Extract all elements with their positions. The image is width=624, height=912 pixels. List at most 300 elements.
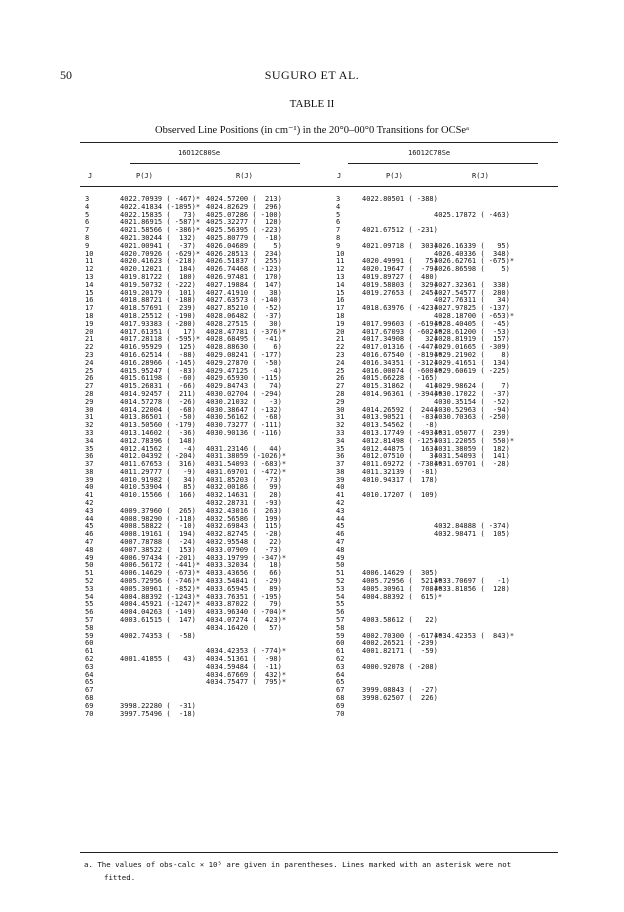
cell-p-right: 4015.66228 ( -165) [362, 374, 438, 383]
cell-j-right: 7 [336, 226, 341, 235]
cell-j-left: 44 [85, 514, 94, 523]
cell-p-right: 4012.81498 ( -125) [362, 436, 438, 445]
cell-j-left: 32 [85, 421, 94, 430]
cell-j-right: 34 [336, 436, 345, 445]
cell-r-left: 4026.74468 ( -123) [206, 265, 282, 274]
table-row [82, 711, 560, 719]
cell-r-left: 4034.59484 ( -11) [206, 662, 282, 671]
table-row [82, 640, 560, 648]
cell-p-left: 4015.26831 ( -66) [120, 382, 196, 391]
cell-p-left: 4010.53904 ( 85) [120, 483, 196, 492]
table-row [82, 664, 560, 672]
cell-p-left: 4008.98290 ( -118) [120, 514, 196, 523]
header-rule [80, 186, 558, 187]
cell-p-left: 4018.57691 ( 239) [120, 304, 196, 313]
cell-j-right: 26 [336, 374, 345, 383]
cell-j-left: 49 [85, 553, 94, 562]
cell-r-right: 4029.21902 ( 8) [434, 350, 510, 359]
cell-j-right: 37 [336, 460, 345, 469]
cell-r-left: 4027.19884 ( 147) [206, 280, 282, 289]
cell-p-left: 4009.37960 ( 265) [120, 506, 196, 515]
cell-p-left: 4021.86915 ( -587)* [120, 218, 201, 227]
cell-r-right: 4028.18700 ( -653)* [434, 311, 515, 320]
cell-j-left: 43 [85, 506, 94, 515]
cell-j-right: 9 [336, 241, 341, 250]
cell-r-left: 4034.16420 ( 57) [206, 623, 282, 632]
cell-p-left: 4015.95247 ( -83) [120, 366, 196, 375]
cell-p-left: 4005.72956 ( -746)* [120, 577, 201, 586]
cell-r-left: 4025.07286 ( -100) [206, 210, 282, 219]
cell-r-left: 4024.57200 ( 213) [206, 195, 282, 203]
cell-p-left: 4013.14602 ( -36) [120, 428, 196, 437]
cell-j-right: 24 [336, 358, 345, 367]
cell-p-right: 4016.00074 ( -600)* [362, 366, 443, 375]
cell-j-left: 62 [85, 655, 94, 664]
cell-j-left: 27 [85, 382, 94, 391]
cell-r-right: 4028.81919 ( 157) [434, 335, 510, 344]
cell-p-left: 4016.28966 ( -145) [120, 358, 196, 367]
cell-p-right: 4019.27653 ( 245) [362, 288, 438, 297]
cell-j-left: 15 [85, 288, 94, 297]
cell-r-right: 4026.16339 ( 95) [434, 241, 510, 250]
cell-j-left: 40 [85, 483, 94, 492]
cell-p-left: 4016.62514 ( -88) [120, 350, 196, 359]
cell-p-right: 4017.01316 ( -447) [362, 343, 438, 352]
cell-p-left: 4007.38522 ( 153) [120, 545, 196, 554]
cell-r-right: 4026.62761 ( -675)* [434, 257, 515, 266]
cell-r-left: 4033.76351 ( -195) [206, 592, 282, 601]
cell-j-left: 54 [85, 592, 94, 601]
cell-j-right: 70 [336, 709, 345, 718]
cell-j-left: 23 [85, 350, 94, 359]
cell-j-right: 61 [336, 647, 345, 656]
cell-j-left: 19 [85, 319, 94, 328]
cell-p-left: 4021.58566 ( -386)* [120, 226, 201, 235]
cell-j-right: 15 [336, 288, 345, 297]
cell-r-left: 4034.42353 ( -774)* [206, 647, 287, 656]
table-row [82, 656, 560, 664]
cell-j-left: 8 [85, 233, 90, 242]
top-rule [80, 142, 558, 143]
cell-r-right: 4030.17022 ( -37) [434, 389, 510, 398]
cell-j-right: 49 [336, 553, 345, 562]
cell-p-left: 4022.15835 ( 73) [120, 210, 196, 219]
cell-p-left: 4013.86501 ( -50) [120, 413, 196, 422]
cell-j-right: 45 [336, 522, 345, 531]
cell-j-right: 67 [336, 686, 345, 695]
cell-p-right: 4020.49991 ( 75) [362, 257, 438, 266]
cell-p-right: 4017.67093 ( -602)* [362, 327, 443, 336]
cell-p-left: 3997.75496 ( -18) [120, 709, 196, 718]
cell-j-left: 35 [85, 444, 94, 453]
cell-j-right: 16 [336, 296, 345, 305]
cell-r-right: 4032.84888 ( -374) [434, 522, 510, 531]
cell-r-left: 4026.28513 ( 234) [206, 249, 282, 258]
cell-r-left: 4030.90136 ( -116) [206, 428, 282, 437]
cell-r-left: 4033.19799 ( -347)* [206, 553, 287, 562]
cell-j-left: 18 [85, 311, 94, 320]
cell-r-left: 4031.69701 ( -472)* [206, 467, 287, 476]
cell-p-left: 4006.56172 ( -441)* [120, 561, 201, 570]
cell-p-left: 4004.04263 ( -149) [120, 608, 196, 617]
col-p-left: P(J) [136, 172, 153, 180]
cell-p-left: 3998.22280 ( -31) [120, 701, 196, 710]
cell-r-right: 4032.98471 ( 105) [434, 530, 510, 539]
cell-p-left: 4014.22004 ( -68) [120, 405, 196, 414]
cell-r-left: 4028.06482 ( -37) [206, 311, 282, 320]
cell-r-right: 4030.35154 ( -52) [434, 397, 510, 406]
table-row [82, 492, 560, 500]
cell-p-left: 4017.93383 ( -280) [120, 319, 196, 328]
cell-r-left: 4032.14631 ( 28) [206, 491, 282, 500]
cell-j-left: 37 [85, 460, 94, 469]
cell-j-right: 35 [336, 444, 345, 453]
cell-r-right: 4029.01665 ( -309) [434, 343, 510, 352]
cell-r-left: 4033.87022 ( 79) [206, 600, 282, 609]
cell-p-right: 4002.26521 ( -239) [362, 639, 438, 648]
cell-j-right: 46 [336, 530, 345, 539]
cell-p-right: 3998.62507 ( 226) [362, 694, 438, 702]
cell-j-right: 12 [336, 265, 345, 274]
cell-j-right: 63 [336, 662, 345, 671]
cell-p-right: 4014.26592 ( 244) [362, 405, 438, 414]
cell-j-right: 60 [336, 639, 345, 648]
cell-r-left: 4032.43016 ( 263) [206, 506, 282, 515]
cell-r-left: 4027.85210 ( -52) [206, 304, 282, 313]
cell-p-right: 4002.70300 ( -617)* [362, 631, 443, 640]
cell-r-right: 4034.42353 ( 843)* [434, 631, 515, 640]
cell-j-left: 47 [85, 538, 94, 547]
cell-r-right: 4033.81856 ( 128) [434, 584, 510, 593]
cell-r-left: 4034.75477 ( 795)* [206, 678, 287, 687]
cell-j-right: 5 [336, 210, 341, 219]
cell-j-left: 12 [85, 265, 94, 274]
cell-r-left: 4026.04689 ( 5) [206, 241, 282, 250]
cell-j-left: 64 [85, 670, 94, 679]
cell-j-right: 13 [336, 272, 345, 281]
cell-j-left: 65 [85, 678, 94, 687]
cell-p-right: 4005.72956 ( 521)* [362, 577, 443, 586]
cell-p-right: 4010.94317 ( 178) [362, 475, 438, 484]
cell-j-left: 69 [85, 701, 94, 710]
cell-j-left: 53 [85, 584, 94, 593]
cell-r-left: 4025.80779 ( -18) [206, 233, 282, 242]
cell-r-left: 4029.08241 ( -177) [206, 350, 282, 359]
cell-j-left: 39 [85, 475, 94, 484]
cell-j-right: 48 [336, 545, 345, 554]
footnote-line-1: a. The values of obs-calc × 10⁵ are given in parentheses. Lines marked with an asterisk were not [84, 860, 512, 869]
table-row [82, 617, 560, 625]
cell-r-left: 4033.32034 ( 18) [206, 561, 282, 570]
cell-r-left: 4030.02704 ( -294) [206, 389, 282, 398]
cell-j-left: 21 [85, 335, 94, 344]
cell-p-right: 4016.34351 ( -312) [362, 358, 438, 367]
cell-p-left: 4017.28118 ( -595)* [120, 335, 201, 344]
page-number: 50 [60, 68, 72, 82]
cell-j-left: 60 [85, 639, 94, 648]
cell-p-left: 4014.92457 ( 211) [120, 389, 196, 398]
cell-r-left: 4028.27515 ( 30) [206, 319, 282, 328]
cell-j-left: 41 [85, 491, 94, 500]
cell-r-left: 4030.56162 ( -68) [206, 413, 282, 422]
cell-p-left: 4012.04392 ( -204) [120, 452, 196, 461]
cell-j-left: 30 [85, 405, 94, 414]
cell-j-right: 62 [336, 655, 345, 664]
footnote [84, 858, 544, 884]
cell-j-left: 28 [85, 389, 94, 398]
cell-j-right: 32 [336, 421, 345, 430]
cell-r-left: 4025.32277 ( 128) [206, 218, 282, 227]
cell-p-left: 4014.57278 ( -26) [120, 397, 196, 406]
cell-r-left: 4026.97481 ( 170) [206, 272, 282, 281]
table-caption: Observed Line Positions (in cm⁻¹) in the 20°0–00°0 Transitions for OCSeᵃ [155, 125, 469, 136]
cell-j-left: 26 [85, 374, 94, 383]
cell-j-left: 29 [85, 397, 94, 406]
cell-r-left: 4032.00186 ( 99) [206, 483, 282, 492]
cell-j-right: 58 [336, 623, 345, 632]
cell-p-right: 4010.17207 ( 109) [362, 491, 438, 500]
cell-p-right: 4012.07510 ( 3) [362, 452, 438, 461]
col-r-right: R(J) [472, 172, 489, 180]
cell-r-left: 4032.56586 ( 199) [206, 514, 282, 523]
cell-j-left: 50 [85, 561, 94, 570]
cell-j-left: 68 [85, 694, 94, 702]
cell-j-left: 5 [85, 210, 90, 219]
cell-p-left: 4011.29777 ( -9) [120, 467, 196, 476]
cell-j-right: 38 [336, 467, 345, 476]
cell-r-right: 4027.76311 ( 34) [434, 296, 510, 305]
cell-j-left: 56 [85, 608, 94, 617]
cell-j-right: 27 [336, 382, 345, 391]
cell-r-right: 4026.86598 ( 5) [434, 265, 510, 274]
cell-j-left: 31 [85, 413, 94, 422]
cell-p-left: 4020.41623 ( -218) [120, 257, 196, 266]
cell-j-right: 6 [336, 218, 341, 227]
cell-p-left: 4008.19161 ( 194) [120, 530, 196, 539]
cell-p-left: 4013.50560 ( -179) [120, 421, 196, 430]
cell-r-left: 4033.96340 ( -704)* [206, 608, 287, 617]
cell-j-left: 38 [85, 467, 94, 476]
cell-j-left: 58 [85, 623, 94, 632]
col-p-right: P(J) [386, 172, 403, 180]
cell-j-left: 13 [85, 272, 94, 281]
cell-r-left: 4033.43656 ( 66) [206, 569, 282, 578]
cell-r-left: 4034.51361 ( -98) [206, 655, 282, 664]
cell-r-left: 4034.07274 ( 423)* [206, 616, 287, 625]
cell-p-left: 4021.30244 ( 132) [120, 233, 196, 242]
cell-j-right: 20 [336, 327, 345, 336]
cell-p-right: 4011.69272 ( -738)* [362, 460, 443, 469]
cell-j-right: 65 [336, 678, 345, 687]
cell-j-right: 44 [336, 514, 345, 523]
cell-p-left: 4022.41834 (-1895)* [120, 202, 201, 211]
cell-p-left: 4019.50732 ( -222) [120, 280, 196, 289]
cell-j-right: 41 [336, 491, 345, 500]
cell-p-left: 4022.70939 ( -467)* [120, 195, 201, 203]
cell-j-right: 47 [336, 538, 345, 547]
cell-j-right: 21 [336, 335, 345, 344]
cell-r-left: 4032.69843 ( 115) [206, 522, 282, 531]
cell-p-right: 4013.90521 ( -83) [362, 413, 438, 422]
cell-j-right: 57 [336, 616, 345, 625]
cell-r-right: 4031.69701 ( -28) [434, 460, 510, 469]
cell-r-left: 4027.41910 ( 38) [206, 288, 282, 297]
cell-j-right: 43 [336, 506, 345, 515]
cell-p-left: 4010.15566 ( 166) [120, 491, 196, 500]
cell-p-right: 4004.88392 ( 615)* [362, 592, 443, 601]
cell-p-left: 4001.41855 ( 43) [120, 655, 196, 664]
cell-p-right: 4021.67512 ( -231) [362, 226, 438, 235]
cell-p-right: 4011.32139 ( -81) [362, 467, 438, 476]
cell-p-left: 4012.41562 ( -4) [120, 444, 196, 453]
cell-p-left: 4019.81722 ( 180) [120, 272, 196, 281]
cell-j-left: 10 [85, 249, 94, 258]
cell-p-right: 4017.99603 ( -619)* [362, 319, 443, 328]
cell-j-right: 31 [336, 413, 345, 422]
cell-p-right: 4001.82171 ( -59) [362, 647, 438, 656]
cell-p-right: 4012.44875 ( 163) [362, 444, 438, 453]
cell-p-left: 4007.78788 ( -24) [120, 538, 196, 547]
cell-j-left: 3 [85, 195, 90, 203]
cell-r-left: 4032.28731 ( -93) [206, 499, 282, 508]
cell-j-right: 36 [336, 452, 345, 461]
cell-r-right: 4027.97825 ( -137) [434, 304, 510, 313]
cell-r-right: 4027.54577 ( 280) [434, 288, 510, 297]
right-group-rule [348, 163, 538, 164]
cell-j-left: 36 [85, 452, 94, 461]
cell-j-left: 67 [85, 686, 94, 695]
cell-p-right: 4015.31862 ( 41) [362, 382, 438, 391]
cell-p-right: 4016.67540 ( -819)* [362, 350, 443, 359]
cell-p-left: 4008.58822 ( -10) [120, 522, 196, 531]
cell-p-right: 4022.80501 ( -388) [362, 195, 438, 203]
table-row [82, 687, 560, 695]
cell-p-left: 4016.95929 ( 125) [120, 343, 196, 352]
cell-r-left: 4033.65945 ( 89) [206, 584, 282, 593]
cell-j-right: 69 [336, 701, 345, 710]
cell-j-right: 25 [336, 366, 345, 375]
cell-j-right: 22 [336, 343, 345, 352]
cell-p-right: 4013.17749 ( -493)* [362, 428, 443, 437]
cell-r-left: 4032.82745 ( -28) [206, 530, 282, 539]
cell-j-right: 4 [336, 202, 341, 211]
cell-j-right: 14 [336, 280, 345, 289]
cell-j-left: 42 [85, 499, 94, 508]
cell-j-left: 25 [85, 366, 94, 375]
cell-j-left: 33 [85, 428, 94, 437]
cell-r-left: 4031.85203 ( -73) [206, 475, 282, 484]
cell-j-right: 54 [336, 592, 345, 601]
cell-j-right: 23 [336, 350, 345, 359]
cell-r-left: 4026.51837 ( 255) [206, 257, 282, 266]
cell-j-left: 59 [85, 631, 94, 640]
cell-r-right: 4029.60619 ( -225) [434, 366, 510, 375]
table-row [82, 633, 560, 641]
running-head: SUGURO ET AL. [264, 68, 360, 82]
cell-r-right: 4028.40405 ( -45) [434, 319, 510, 328]
cell-j-right: 53 [336, 584, 345, 593]
col-j-right: J [337, 172, 342, 180]
cell-r-right: 4028.61200 ( -53) [434, 327, 510, 336]
cell-r-right: 4031.38059 ( 182) [434, 444, 510, 453]
cell-j-left: 55 [85, 600, 94, 609]
cell-p-left: 4011.67653 ( 316) [120, 460, 196, 469]
cell-j-left: 20 [85, 327, 94, 336]
cell-j-left: 7 [85, 226, 90, 235]
cell-j-left: 45 [85, 522, 94, 531]
cell-p-right: 4013.54562 ( -8) [362, 421, 438, 430]
cell-p-left: 4018.88721 ( -188) [120, 296, 196, 305]
cell-j-left: 57 [85, 616, 94, 625]
cell-j-left: 51 [85, 569, 94, 578]
cell-r-left: 4031.54093 ( -683)* [206, 460, 287, 469]
cell-j-left: 11 [85, 257, 94, 266]
cell-r-right: 4029.98624 ( 7) [434, 382, 510, 391]
cell-j-right: 55 [336, 600, 345, 609]
cell-r-left: 4031.23146 ( 44) [206, 444, 282, 453]
cell-r-right: 4030.52963 ( -94) [434, 405, 510, 414]
cell-j-left: 14 [85, 280, 94, 289]
cell-j-right: 29 [336, 397, 345, 406]
cell-j-left: 70 [85, 709, 94, 718]
cell-j-right: 40 [336, 483, 345, 492]
cell-j-right: 33 [336, 428, 345, 437]
cell-r-right: 4031.54093 ( 141) [434, 452, 510, 461]
cell-j-right: 59 [336, 631, 345, 640]
cell-r-left: 4033.07909 ( -73) [206, 545, 282, 554]
cell-p-left: 4018.25512 ( -190) [120, 311, 196, 320]
cell-p-right: 4000.92078 ( -208) [362, 662, 438, 671]
cell-p-left: 4005.30961 ( -852)* [120, 584, 201, 593]
cell-p-right: 3999.08843 ( -27) [362, 686, 438, 695]
cell-p-left: 4017.61351 ( 17) [120, 327, 196, 336]
cell-j-right: 11 [336, 257, 345, 266]
col-r-left: R(J) [236, 172, 253, 180]
cell-j-right: 30 [336, 405, 345, 414]
cell-r-right: 4031.05077 ( 239) [434, 428, 510, 437]
cell-p-left: 4020.70926 ( -629)* [120, 249, 201, 258]
cell-j-right: 68 [336, 694, 345, 702]
cell-j-left: 61 [85, 647, 94, 656]
cell-j-left: 24 [85, 358, 94, 367]
cell-r-right: 4029.41651 ( 134) [434, 358, 510, 367]
cell-r-left: 4028.68495 ( -41) [206, 335, 282, 344]
cell-r-left: 4030.21032 ( -3) [206, 397, 282, 406]
cell-p-left: 4004.88392 (-1243)* [120, 592, 201, 601]
cell-r-left: 4029.27870 ( -50) [206, 358, 282, 367]
cell-j-left: 34 [85, 436, 94, 445]
cell-p-left: 4019.20179 ( 101) [120, 288, 196, 297]
cell-j-right: 56 [336, 608, 345, 617]
left-group-heading: 16O12C80Se [178, 149, 221, 157]
cell-p-right: 4020.19647 ( -79) [362, 265, 438, 274]
table-row [82, 672, 560, 680]
cell-p-right: 4003.58612 ( 22) [362, 616, 438, 625]
cell-r-right: 4030.70363 ( -250) [434, 413, 510, 422]
cell-p-right: 4005.30961 ( 708)* [362, 584, 443, 593]
cell-r-left: 4032.95548 ( 22) [206, 538, 282, 547]
cell-p-left: 4002.74353 ( -58) [120, 631, 196, 640]
cell-j-left: 22 [85, 343, 94, 352]
cell-j-left: 17 [85, 304, 94, 313]
left-group-rule [130, 163, 300, 164]
cell-j-left: 52 [85, 577, 94, 586]
cell-p-right: 4021.09718 ( 303) [362, 241, 438, 250]
cell-r-right: 4027.32361 ( 338) [434, 280, 510, 289]
cell-p-right: 4019.58803 ( 329) [362, 280, 438, 289]
col-j-left: J [88, 172, 93, 180]
cell-r-left: 4029.47125 ( -4) [206, 366, 282, 375]
